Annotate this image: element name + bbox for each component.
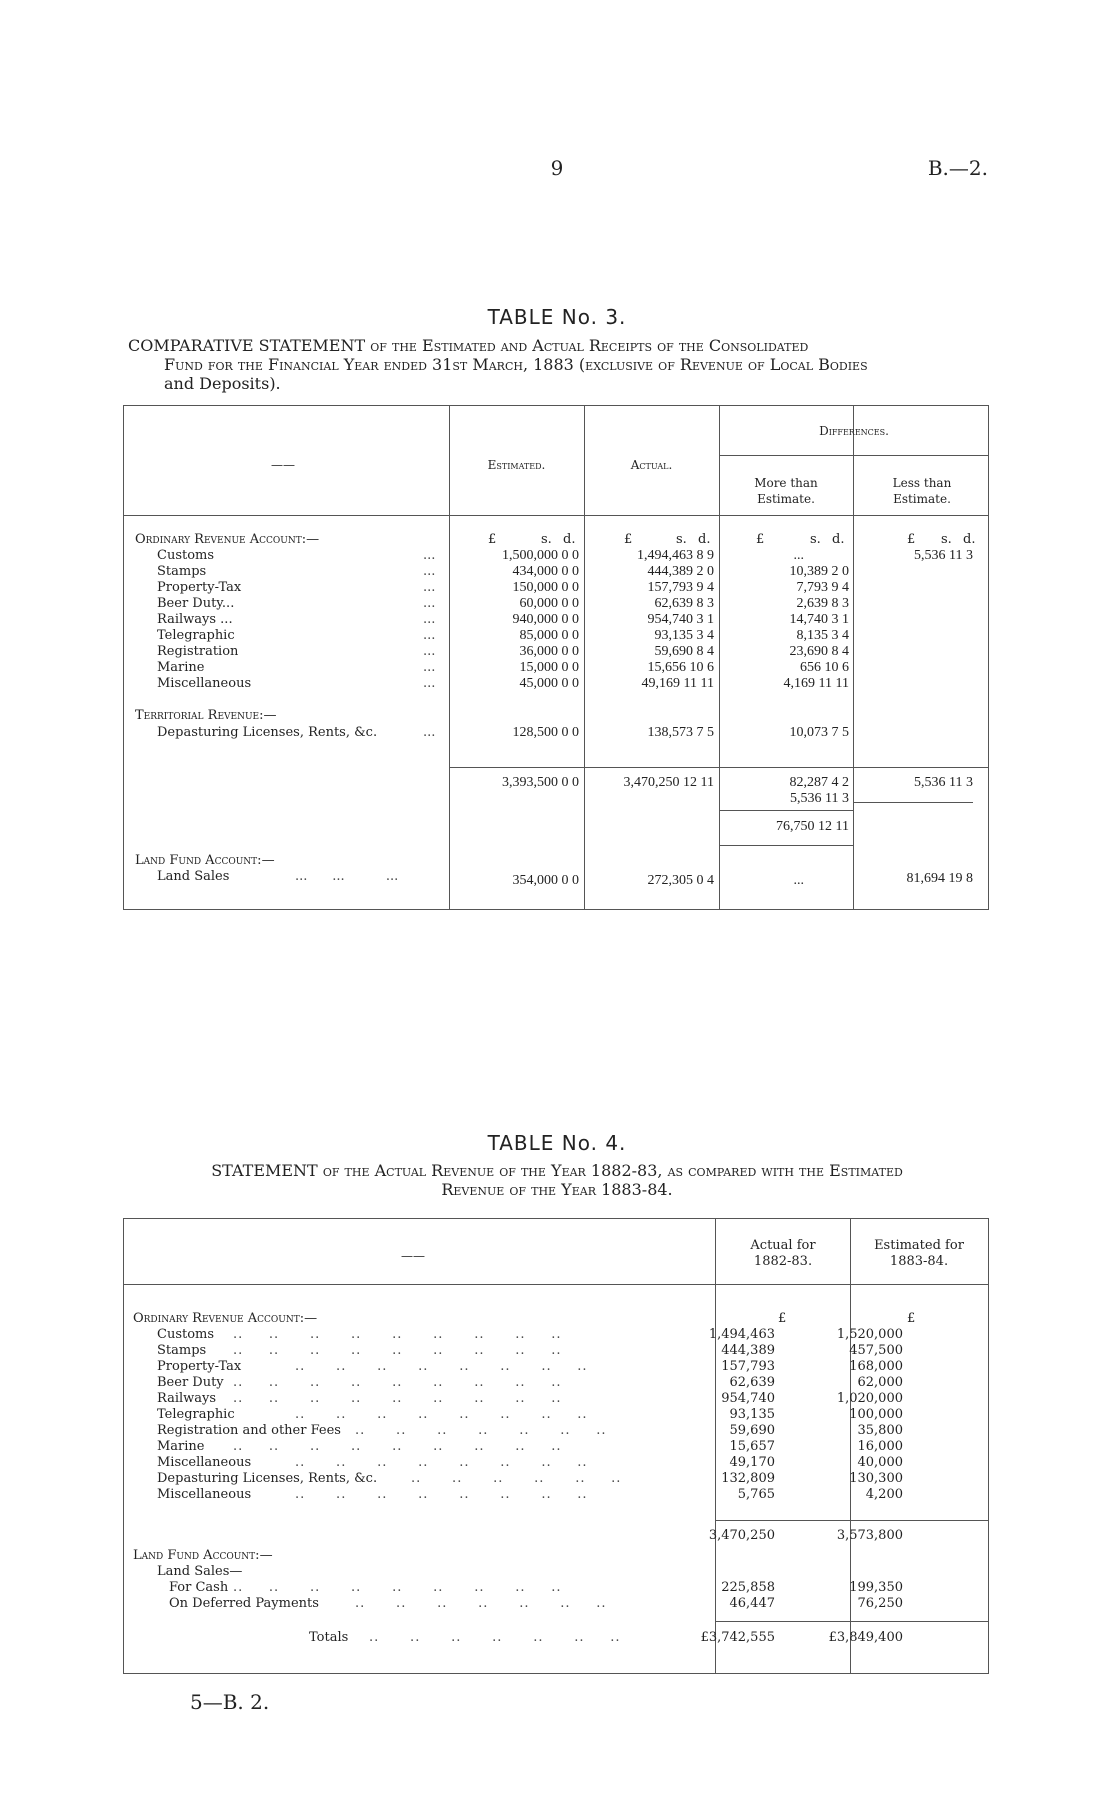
table-row: Marine .. .. .. .. .. .. .. .. .. 15,657 16,000	[157, 1439, 903, 1454]
table-row: Customs .. .. .. .. .. .. .. .. .. 1,494,463 1,520,000	[157, 1327, 903, 1342]
caption-line2: Fund for the Financial Year ended 31st March, 1883 (exclusive of Revenue of Local Bodies	[164, 355, 868, 374]
row-label: Railways	[157, 1391, 217, 1406]
actual-cell: 93,135	[729, 1407, 775, 1422]
table-row: Registration and other Fees .. .. .. .. .. .. .. 59,690 35,800	[157, 1423, 903, 1438]
t3-actual-header: Actual.	[630, 458, 673, 472]
estimated-cell: 36,000 0 0	[519, 644, 579, 659]
t3-net-rule	[719, 810, 853, 811]
offset-row	[123, 791, 989, 807]
t3-land-heading: Land Fund Account:—	[135, 853, 275, 868]
estimated-cell: 1,500,000 0 0	[502, 548, 579, 563]
row-label: Miscellaneous	[157, 1455, 252, 1470]
row-label: Registration	[157, 644, 239, 659]
table-row: Beer Duty .. .. .. .. .. .. .. .. .. 62,639 62,000	[157, 1375, 903, 1390]
actual-cell: 272,305 0 4	[647, 873, 714, 888]
actual-cell: 1,494,463	[708, 1327, 775, 1342]
estimated-cell: 35,800	[857, 1423, 903, 1438]
actual-cell: 46,447	[729, 1596, 775, 1611]
t3-shilling-sign: s.	[676, 532, 687, 547]
table-row: Beer Duty... ... 60,000 0 0 62,639 8 3 2,639 8 3	[157, 596, 849, 611]
actual-cell: 15,657	[729, 1439, 775, 1454]
more-cell: 4,169 11 11	[783, 676, 849, 691]
table-row: Registration ... 36,000 0 0 59,690 8 4 23,690 8 4	[157, 644, 849, 659]
row-label: Stamps	[157, 1343, 207, 1358]
estimated-cell: 457,500	[849, 1343, 903, 1358]
row-label: Depasturing Licenses, Rents, &c.	[157, 1471, 378, 1486]
totals-label: Totals	[309, 1630, 349, 1645]
actual-cell: 5,765	[737, 1487, 775, 1502]
table4-caption	[0, 1161, 1114, 1199]
more-cell: 23,690 8 4	[789, 644, 849, 659]
actual-total: £3,742,555	[700, 1630, 775, 1645]
row-label: Beer Duty...	[157, 596, 235, 611]
estimated-cell: 199,350	[849, 1580, 903, 1595]
t4-ordinary-heading: Ordinary Revenue Account:—	[133, 1311, 318, 1326]
t3-net-rule	[719, 845, 853, 846]
subtotal-row	[123, 1528, 989, 1544]
t4-land-heading: Land Fund Account:—	[133, 1548, 273, 1563]
less-offset: 5,536 11 3	[790, 791, 849, 806]
more-total: 82,287 4 2	[789, 775, 849, 790]
actual-cell: 225,858	[721, 1580, 775, 1595]
estimated-cell: 1,520,000	[836, 1327, 903, 1342]
estimated-cell: 940,000 0 0	[512, 612, 579, 627]
actual-cell: 1,494,463 8 9	[637, 548, 714, 563]
table-row: Miscellaneous .. .. .. .. .. .. .. .. 49,170 40,000	[157, 1455, 903, 1470]
row-label: Land Sales	[157, 869, 230, 884]
t4-top-rule	[123, 1218, 989, 1219]
actual-cell: 59,690 8 4	[654, 644, 714, 659]
table-row: Property-Tax ... 150,000 0 0 157,793 9 4 7,793 9 4	[157, 580, 849, 595]
estimated-cell: 150,000 0 0	[512, 580, 579, 595]
t3-pound-sign: £	[624, 532, 633, 547]
row-label: Registration and other Fees	[157, 1423, 341, 1438]
net-row	[123, 819, 989, 835]
table4	[123, 1218, 989, 1674]
less-cell: 5,536 11 3	[914, 548, 973, 563]
totals-row	[123, 775, 989, 791]
actual-cell: 954,740 3 1	[647, 612, 714, 627]
table-row: Stamps .. .. .. .. .. .. .. .. .. 444,389 457,500	[157, 1343, 903, 1358]
estimated-cell: 85,000 0 0	[519, 628, 579, 643]
t3-shilling-sign: s.	[541, 532, 552, 547]
t4-totals-rule	[715, 1621, 989, 1622]
table3	[123, 405, 989, 910]
row-label: For Cash	[169, 1580, 229, 1595]
row-label: Customs	[157, 1327, 215, 1342]
table-row: Stamps ... 434,000 0 0 444,389 2 0 10,389 2 0	[157, 564, 849, 579]
actual-subtotal: 3,470,250	[708, 1528, 775, 1543]
table-row: Miscellaneous .. .. .. .. .. .. .. .. 5,765 4,200	[157, 1487, 903, 1502]
totals-row: Totals .. .. .. .. .. .. .. £3,742,555 £3,849,400	[309, 1630, 903, 1645]
table-row: Telegraphic .. .. .. .. .. .. .. .. 93,135 100,000	[157, 1407, 903, 1422]
actual-cell: 93,135 3 4	[654, 628, 714, 643]
more-cell: 656 10 6	[800, 660, 849, 675]
table-row: Railways ... ... 940,000 0 0 954,740 3 1 14,740 3 1	[157, 612, 849, 627]
t4-head-rule	[123, 1284, 989, 1285]
estimated-cell: 168,000	[849, 1359, 903, 1374]
row-label: Depasturing Licenses, Rents, &c.	[157, 725, 378, 740]
actual-cell: 157,793	[721, 1359, 775, 1374]
estimated-cell: 434,000 0 0	[512, 564, 579, 579]
actual-cell: 954,740	[721, 1391, 775, 1406]
actual-cell: 444,389 2 0	[647, 564, 714, 579]
actual-cell: 138,573 7 5	[647, 725, 714, 740]
table-row: Miscellaneous ... 45,000 0 0 49,169 11 11 4,169 11 11	[157, 676, 849, 691]
t4-estimated-header: Estimated for 1883-84.	[874, 1238, 964, 1269]
estimated-cell: 130,300	[849, 1471, 903, 1486]
row-label: Railways ...	[157, 612, 233, 627]
estimated-total: £3,849,400	[828, 1630, 903, 1645]
estimated-cell: 60,000 0 0	[519, 596, 579, 611]
t3-pence-sign: d.	[963, 532, 976, 547]
actual-cell: 132,809	[721, 1471, 775, 1486]
t3-pence-sign: d.	[832, 532, 845, 547]
estimated-cell: 354,000 0 0	[512, 873, 579, 888]
t3-shilling-sign: s.	[810, 532, 821, 547]
table-row: Property-Tax .. .. .. .. .. .. .. .. 157,793 168,000	[157, 1359, 903, 1374]
t3-territorial-heading: Territorial Revenue:—	[135, 708, 277, 723]
more-cell: 7,793 9 4	[796, 580, 849, 595]
t4-sub-rule	[715, 1520, 989, 1521]
less-cell: 81,694 19 8	[906, 871, 973, 886]
actual-cell: 62,639	[729, 1375, 775, 1390]
table-row: For Cash .. .. .. .. .. .. .. .. .. 225,858 199,350	[169, 1580, 903, 1595]
t3-sum-rule	[449, 767, 853, 768]
net-difference: 76,750 12 11	[776, 819, 849, 834]
more-cell: 2,639 8 3	[796, 596, 849, 611]
table-row: Depasturing Licenses, Rents, &c. ... 128,500 0 0 138,573 7 5 10,073 7 5	[157, 725, 849, 740]
actual-cell: 15,656 10 6	[647, 660, 714, 675]
estimated-subtotal: 3,573,800	[836, 1528, 903, 1543]
t3-bottom-rule	[123, 909, 989, 910]
table3-heading: TABLE No. 3.	[487, 305, 627, 329]
caption-lead: COMPARATIVE STATEMENT	[128, 336, 366, 355]
estimated-cell: 16,000	[857, 1439, 903, 1454]
t4-actual-header: Actual for 1882-83.	[750, 1238, 816, 1269]
t4-caption-line1: STATEMENT of the Actual Revenue of the Year 1882-83, as compared with the Estimated	[211, 1161, 903, 1180]
row-label: On Deferred Payments	[169, 1596, 319, 1611]
estimated-cell: 1,020,000	[836, 1391, 903, 1406]
t3-ordinary-heading: Ordinary Revenue Account:—	[135, 532, 320, 547]
t3-differences-header: Differences.	[819, 424, 889, 438]
t3-head-rule	[123, 515, 989, 516]
estimated-cell: 100,000	[849, 1407, 903, 1422]
estimated-cell: 4,200	[865, 1487, 903, 1502]
table-row: Land Sales ... ... ... 354,000 0 0 272,305 0 4 ... 81,694 19 8	[157, 869, 973, 888]
table3-caption	[128, 336, 994, 393]
actual-cell: 49,169 11 11	[641, 676, 714, 691]
t3-shilling-sign: s.	[941, 532, 952, 547]
more-cell: 10,389 2 0	[789, 564, 849, 579]
t3-pence-sign: d.	[698, 532, 711, 547]
t3-estimated-header: Estimated.	[487, 458, 546, 472]
estimated-total: 3,393,500 0 0	[502, 775, 579, 790]
t4-pound-sign: £	[907, 1311, 916, 1326]
estimated-cell: 15,000 0 0	[519, 660, 579, 675]
more-cell: 10,073 7 5	[789, 725, 849, 740]
row-label: Beer Duty	[157, 1375, 224, 1390]
estimated-cell: 40,000	[857, 1455, 903, 1470]
page-number: 9	[550, 156, 564, 180]
more-cell: ...	[793, 873, 804, 888]
caption-line3: and Deposits).	[164, 374, 281, 393]
actual-cell: 49,170	[729, 1455, 775, 1470]
row-label: Marine	[157, 1439, 205, 1454]
t4-pound-sign: £	[778, 1311, 787, 1326]
table-row: On Deferred Payments .. .. .. .. .. .. .. 46,447 76,250	[169, 1596, 903, 1611]
row-label: Marine	[157, 660, 205, 675]
t3-top-rule	[123, 405, 989, 406]
t3-pound-sign: £	[907, 532, 916, 547]
table-row: Railways .. .. .. .. .. .. .. .. .. 954,740 1,020,000	[157, 1391, 903, 1406]
more-cell: 8,135 3 4	[796, 628, 849, 643]
row-label: Miscellaneous	[157, 676, 252, 691]
t3-pence-sign: d.	[563, 532, 576, 547]
t3-diff-rule	[719, 455, 989, 456]
t3-more-header: More than Estimate.	[754, 476, 818, 506]
estimated-cell: 62,000	[857, 1375, 903, 1390]
actual-total: 3,470,250 12 11	[623, 775, 714, 790]
row-label: Stamps	[157, 564, 207, 579]
t3-pound-sign: £	[488, 532, 497, 547]
table-row: Marine ... 15,000 0 0 15,656 10 6 656 10 6	[157, 660, 849, 675]
table4-heading: TABLE No. 4.	[487, 1131, 627, 1155]
actual-cell: 62,639 8 3	[654, 596, 714, 611]
more-cell: 14,740 3 1	[789, 612, 849, 627]
estimated-cell: 45,000 0 0	[519, 676, 579, 691]
t3-dash-header: ——	[271, 458, 295, 472]
t3-pound-sign: £	[756, 532, 765, 547]
t4-land-sub: Land Sales—	[157, 1564, 243, 1579]
table-row: Customs ... 1,500,000 0 0 1,494,463 8 9 ... 5,536 11 3	[157, 548, 973, 563]
row-label: Customs	[157, 548, 215, 563]
t3-sum-rule	[853, 767, 989, 768]
table-row: Depasturing Licenses, Rents, &c. .. .. .. .. .. .. 132,809 130,300	[157, 1471, 903, 1486]
row-label: Telegraphic	[157, 628, 235, 643]
row-label: Miscellaneous	[157, 1487, 252, 1502]
actual-cell: 59,690	[729, 1423, 775, 1438]
more-cell: ...	[793, 548, 804, 563]
estimated-cell: 76,250	[857, 1596, 903, 1611]
less-total: 5,536 11 3	[914, 775, 973, 790]
row-label: Property-Tax	[157, 580, 242, 595]
row-label: Property-Tax	[157, 1359, 242, 1374]
actual-cell: 157,793 9 4	[647, 580, 714, 595]
table-row: Telegraphic ... 85,000 0 0 93,135 3 4 8,135 3 4	[157, 628, 849, 643]
row-label: Telegraphic	[157, 1407, 235, 1422]
page-reference: B.—2.	[927, 156, 988, 180]
actual-cell: 444,389	[721, 1343, 775, 1358]
t3-less-header: Less than Estimate.	[892, 476, 952, 506]
footer-signature: 5—B. 2.	[190, 1690, 270, 1714]
caption-line1: of the Estimated and Actual Receipts of the Consolidated	[370, 336, 809, 355]
estimated-cell: 128,500 0 0	[512, 725, 579, 740]
t4-dash-header: ——	[401, 1249, 425, 1263]
t4-bottom-rule	[123, 1673, 989, 1674]
t4-caption-line2: Revenue of the Year 1883-84.	[441, 1180, 673, 1199]
